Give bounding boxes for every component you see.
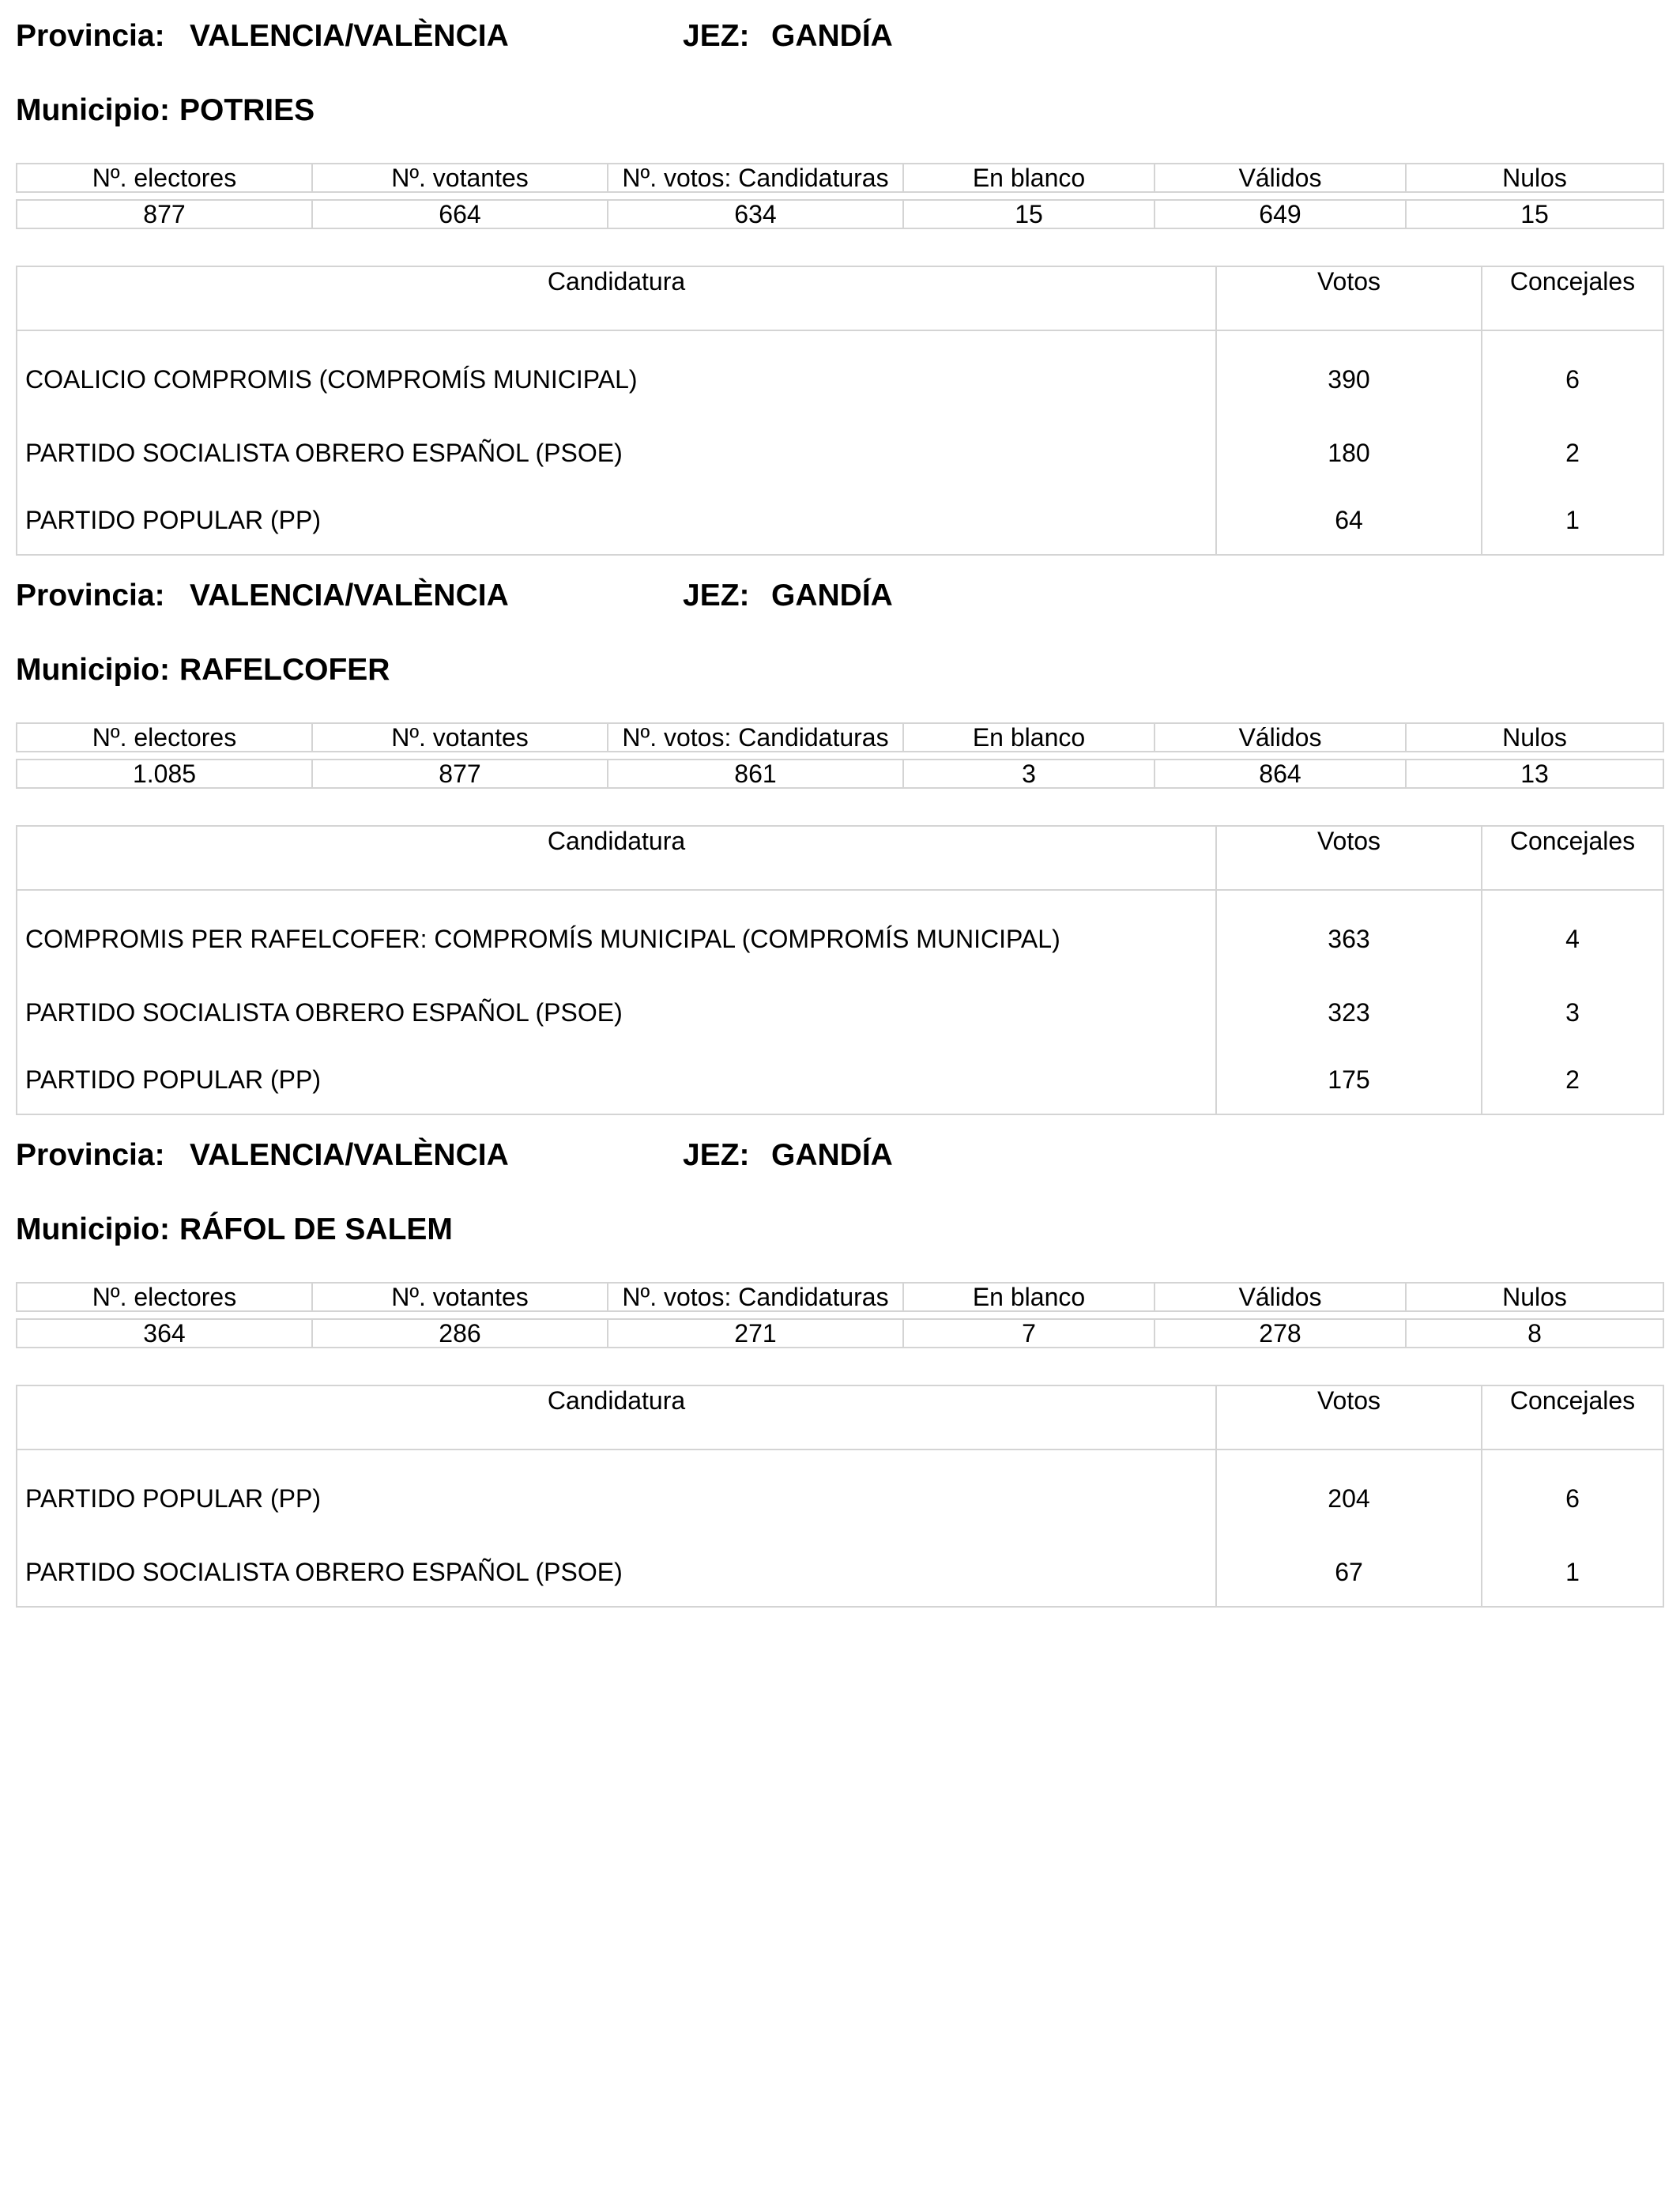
header-candidatura: Candidatura <box>17 826 1216 890</box>
jez-value: GANDÍA <box>771 19 893 53</box>
jez-value: GANDÍA <box>771 579 893 613</box>
candidaturas-table <box>16 266 1664 556</box>
candidatura-name: PARTIDO POPULAR (PP) <box>25 506 321 534</box>
candidaturas-header-row <box>17 826 1663 890</box>
candidaturas-table <box>16 1385 1664 1608</box>
candidatura-votos: 175 <box>1216 1046 1482 1114</box>
header-votos: Votos <box>1216 826 1482 890</box>
header-concejales: Concejales <box>1482 266 1663 330</box>
header-candidatura: Candidatura <box>17 1385 1216 1449</box>
stats-header-votos-candidaturas: Nº. votos: Candidaturas <box>608 1283 903 1311</box>
municipio-section-potries <box>16 19 1663 572</box>
stats-value-nulos: 15 <box>1406 200 1663 228</box>
stats-value-en-blanco: 3 <box>903 760 1155 788</box>
stats-value-votos-candidaturas: 271 <box>608 1319 903 1348</box>
stats-header-votantes: Nº. votantes <box>312 164 608 192</box>
municipio-title <box>16 93 324 128</box>
stats-header-electores: Nº. electores <box>17 164 312 192</box>
candidatura-concejales: 4 <box>1482 890 1663 979</box>
candidatura-concejales: 6 <box>1482 330 1663 420</box>
candidatura-votos: 390 <box>1216 330 1482 420</box>
municipio-title <box>16 653 399 688</box>
stats-value-nulos: 8 <box>1406 1319 1663 1348</box>
table-row <box>17 330 1663 420</box>
stats-value-votos-candidaturas: 861 <box>608 760 903 788</box>
stats-value-row <box>17 760 1663 788</box>
section-header <box>16 1138 1663 1178</box>
stats-value-electores: 1.085 <box>17 760 312 788</box>
stats-value-validos: 649 <box>1155 200 1406 228</box>
candidatura-votos: 64 <box>1216 487 1482 555</box>
municipio-label: Municipio: <box>16 93 170 127</box>
stats-value-validos: 864 <box>1155 760 1406 788</box>
table-row <box>17 890 1663 979</box>
provincia-label: Provincia: <box>16 1138 165 1172</box>
stats-value-votantes: 286 <box>312 1319 608 1348</box>
stats-header-votos-candidaturas: Nº. votos: Candidaturas <box>608 723 903 752</box>
stats-value-votantes: 877 <box>312 760 608 788</box>
candidatura-votos: 204 <box>1216 1449 1482 1539</box>
stats-value-electores: 364 <box>17 1319 312 1348</box>
candidatura-concejales: 1 <box>1482 1539 1663 1607</box>
candidatura-name: PARTIDO SOCIALISTA OBRERO ESPAÑOL (PSOE) <box>25 439 623 467</box>
table-row <box>17 420 1663 487</box>
municipio-name: RÁFOL DE SALEM <box>179 1212 453 1246</box>
stats-value-en-blanco: 15 <box>903 200 1155 228</box>
table-row <box>17 487 1663 555</box>
table-row <box>17 1046 1663 1114</box>
header-concejales: Concejales <box>1482 1385 1663 1449</box>
candidaturas-header-row <box>17 266 1663 330</box>
jez-label: JEZ: <box>683 579 750 613</box>
header-votos: Votos <box>1216 1385 1482 1449</box>
section-header <box>16 19 1663 58</box>
stats-value-votantes: 664 <box>312 200 608 228</box>
stats-header-votos-candidaturas: Nº. votos: Candidaturas <box>608 164 903 192</box>
candidatura-name: COALICIO COMPROMIS (COMPROMÍS MUNICIPAL) <box>25 364 638 394</box>
stats-header-votantes: Nº. votantes <box>312 1283 608 1311</box>
candidatura-name: PARTIDO POPULAR (PP) <box>25 1483 321 1513</box>
stats-header-row <box>17 1283 1663 1311</box>
provincia-label: Provincia: <box>16 19 165 53</box>
candidatura-concejales: 2 <box>1482 420 1663 487</box>
candidatura-votos: 363 <box>1216 890 1482 979</box>
candidatura-name: PARTIDO SOCIALISTA OBRERO ESPAÑOL (PSOE) <box>25 998 623 1027</box>
stats-header-en-blanco: En blanco <box>903 164 1155 192</box>
stats-value-row <box>17 1319 1663 1348</box>
candidatura-concejales: 3 <box>1482 979 1663 1046</box>
municipio-name: RAFELCOFER <box>179 653 390 687</box>
table-row <box>17 979 1663 1046</box>
candidaturas-header-row <box>17 1385 1663 1449</box>
candidaturas-table <box>16 825 1664 1115</box>
candidatura-name: PARTIDO POPULAR (PP) <box>25 1065 321 1094</box>
stats-value-votos-candidaturas: 634 <box>608 200 903 228</box>
candidatura-name: PARTIDO SOCIALISTA OBRERO ESPAÑOL (PSOE) <box>25 1558 623 1586</box>
candidatura-concejales: 2 <box>1482 1046 1663 1114</box>
stats-table <box>16 163 1664 229</box>
municipio-section-rafelcofer <box>16 579 1663 1132</box>
stats-value-row <box>17 200 1663 228</box>
stats-header-validos: Válidos <box>1155 164 1406 192</box>
header-candidatura: Candidatura <box>17 266 1216 330</box>
stats-value-validos: 278 <box>1155 1319 1406 1348</box>
stats-header-electores: Nº. electores <box>17 723 312 752</box>
municipio-name: POTRIES <box>179 93 315 127</box>
jez-value: GANDÍA <box>771 1138 893 1172</box>
header-votos: Votos <box>1216 266 1482 330</box>
stats-header-nulos: Nulos <box>1406 164 1663 192</box>
stats-header-en-blanco: En blanco <box>903 1283 1155 1311</box>
stats-header-votantes: Nº. votantes <box>312 723 608 752</box>
stats-header-electores: Nº. electores <box>17 1283 312 1311</box>
provincia-value: VALENCIA/VALÈNCIA <box>190 1138 509 1172</box>
provincia-value: VALENCIA/VALÈNCIA <box>190 579 509 613</box>
stats-header-nulos: Nulos <box>1406 1283 1663 1311</box>
jez-label: JEZ: <box>683 1138 750 1172</box>
candidatura-votos: 323 <box>1216 979 1482 1046</box>
table-row <box>17 1449 1663 1539</box>
stats-header-row <box>17 723 1663 752</box>
section-header <box>16 579 1663 618</box>
municipio-label: Municipio: <box>16 1212 170 1246</box>
stats-table <box>16 722 1664 789</box>
table-row <box>17 1539 1663 1607</box>
provincia-value: VALENCIA/VALÈNCIA <box>190 19 509 53</box>
stats-table <box>16 1282 1664 1348</box>
candidatura-votos: 67 <box>1216 1539 1482 1607</box>
provincia-label: Provincia: <box>16 579 165 613</box>
stats-value-en-blanco: 7 <box>903 1319 1155 1348</box>
municipio-section-rafol-de-salem <box>16 1138 1663 1691</box>
candidatura-votos: 180 <box>1216 420 1482 487</box>
stats-header-validos: Válidos <box>1155 1283 1406 1311</box>
candidatura-concejales: 1 <box>1482 487 1663 555</box>
header-concejales: Concejales <box>1482 826 1663 890</box>
jez-label: JEZ: <box>683 19 750 53</box>
municipio-title <box>16 1212 462 1247</box>
municipio-label: Municipio: <box>16 653 170 687</box>
stats-value-electores: 877 <box>17 200 312 228</box>
stats-header-en-blanco: En blanco <box>903 723 1155 752</box>
stats-value-nulos: 13 <box>1406 760 1663 788</box>
candidatura-concejales: 6 <box>1482 1449 1663 1539</box>
stats-header-row <box>17 164 1663 192</box>
candidatura-name: COMPROMIS PER RAFELCOFER: COMPROMÍS MUNICIPAL (COMPROMÍS MUNICIPAL) <box>25 924 1060 953</box>
stats-header-nulos: Nulos <box>1406 723 1663 752</box>
stats-header-validos: Válidos <box>1155 723 1406 752</box>
